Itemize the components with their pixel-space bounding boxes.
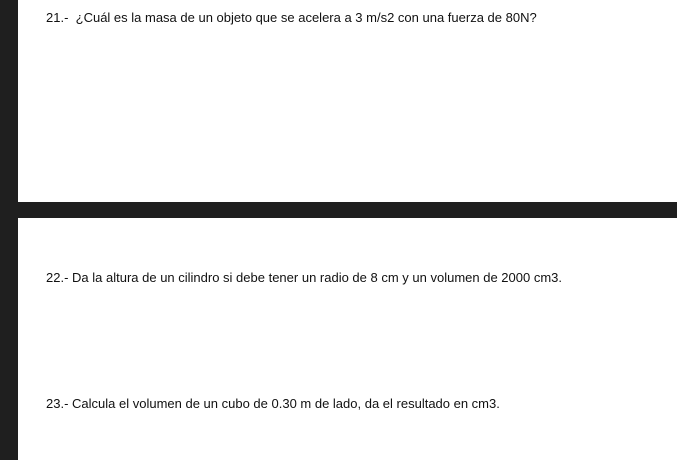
question-22 (46, 270, 562, 286)
question-text: Da la altura de un cilindro si debe tener un radio de 8 cm y un volumen de 2000 cm3. (72, 270, 562, 285)
question-number: 23.- (46, 396, 69, 411)
question-text: ¿Cuál es la masa de un objeto que se acelera a 3 m/s2 con una fuerza de 80N? (75, 10, 537, 25)
question-21 (46, 10, 537, 26)
question-23 (46, 396, 500, 412)
question-text: Calcula el volumen de un cubo de 0.30 m de lado, da el resultado en cm3. (72, 396, 500, 411)
left-margin-bar (0, 0, 18, 460)
section-divider (0, 202, 677, 218)
question-number: 22.- (46, 270, 69, 285)
question-number: 21.- (46, 10, 69, 25)
